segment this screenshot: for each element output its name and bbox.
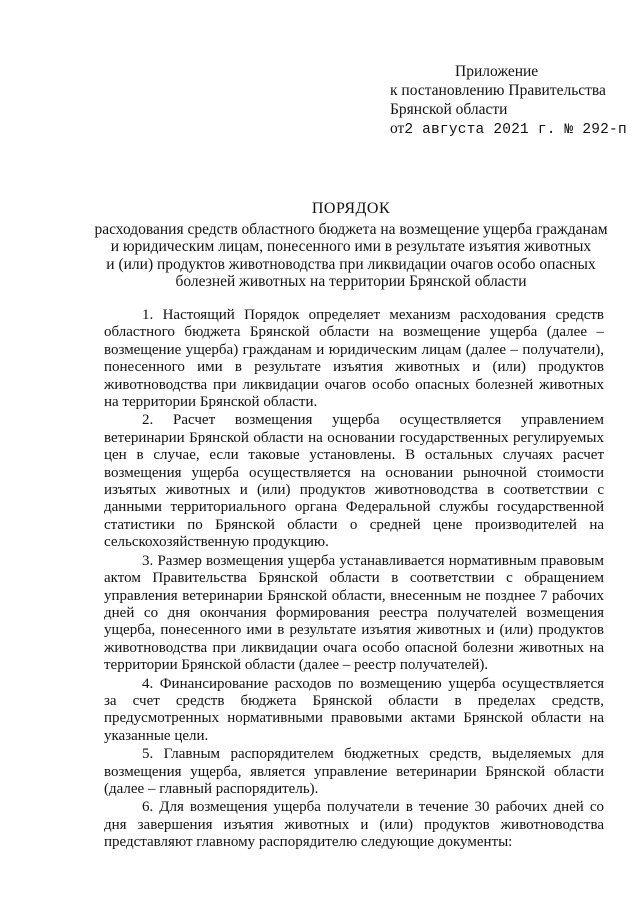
appendix-date-line	[390, 119, 627, 140]
paragraph-2: 2. Расчет возмещения ущерба осуществляется управлением ветеринарии Брянской области на основании государственных регулируемых цен в случае, если таковые установлены. В остальных случаях расчет возмещения ущерба осуществляется на основании рыночной стоимости изъятых животных и (или) продуктов животноводства в соответствии с данными территориального органа Федеральной службы государственной статистики по Брянской области о средней цене производителей на сельскохозяйственную продукцию.	[104, 412, 604, 551]
title-heading: ПОРЯДОК	[311, 200, 391, 217]
title-line-3: и (или) продуктов животноводства при ликвидации очагов особо опасных	[106, 255, 596, 273]
appendix-resolution-line: к постановлению Правительства	[390, 82, 606, 99]
paragraph-4: 4. Финансирование расходов по возмещению ущерба осуществляется за счет средств бюджета Брянской области в пределах средств, предусмотренных нормативными правовыми актами Брянской области на указанные цели.	[104, 675, 604, 744]
document-body	[104, 307, 604, 853]
appendix-header	[390, 62, 627, 140]
paragraph-6: 6. Для возмещения ущерба получатели в течение 30 рабочих дней со дня завершения изъятия животных и (или) продуктов животноводства представляют главному распорядителю следующие документы:	[104, 799, 604, 851]
handwritten-date-number: 2 августа 2021 г. № 292-п	[404, 122, 627, 138]
appendix-region-line: Брянской области	[390, 101, 508, 118]
date-prefix: от	[390, 120, 405, 137]
paragraph-5: 5. Главным распорядителем бюджетных средств, выделяемых для возмещения ущерба, является управление ветеринарии Брянской области (далее – главный распорядитель).	[104, 746, 604, 797]
document-title	[90, 200, 612, 291]
title-line-4: болезней животных на территории Брянской области	[175, 273, 527, 290]
title-line-2: и юридическим лицам, понесенного ими в результате изъятия животных	[110, 238, 592, 255]
title-line-1: расходования средств областного бюджета на возмещение ущерба гражданам	[94, 220, 608, 238]
appendix-label: Приложение	[455, 63, 539, 80]
paragraph-1: 1. Настоящий Порядок определяет механизм расходования средств областного бюджета Брянской области на возмещение ущерба (далее – возмещение ущерба) гражданам и юридическим лицам (далее – получатели), понесенного ими в результате изъятия животных и (или) продуктов животноводства при ликвидации очагов особо опасных болезней животных на территории Брянской области.	[104, 307, 604, 411]
paragraph-3: 3. Размер возмещения ущерба устанавливается нормативным правовым актом Правительства Брянской области в соответствии с обращением управления ветеринарии Брянской области, внесенным не позднее 7 рабочих дней со дня окончания формирования реестра получателей возмещения ущерба, понесенного ими в результате изъятия животных и (или) продуктов животноводства при ликвидации очага особо опасной болезни животных на территории Брянской области (далее – реестр получателей).	[104, 552, 604, 674]
